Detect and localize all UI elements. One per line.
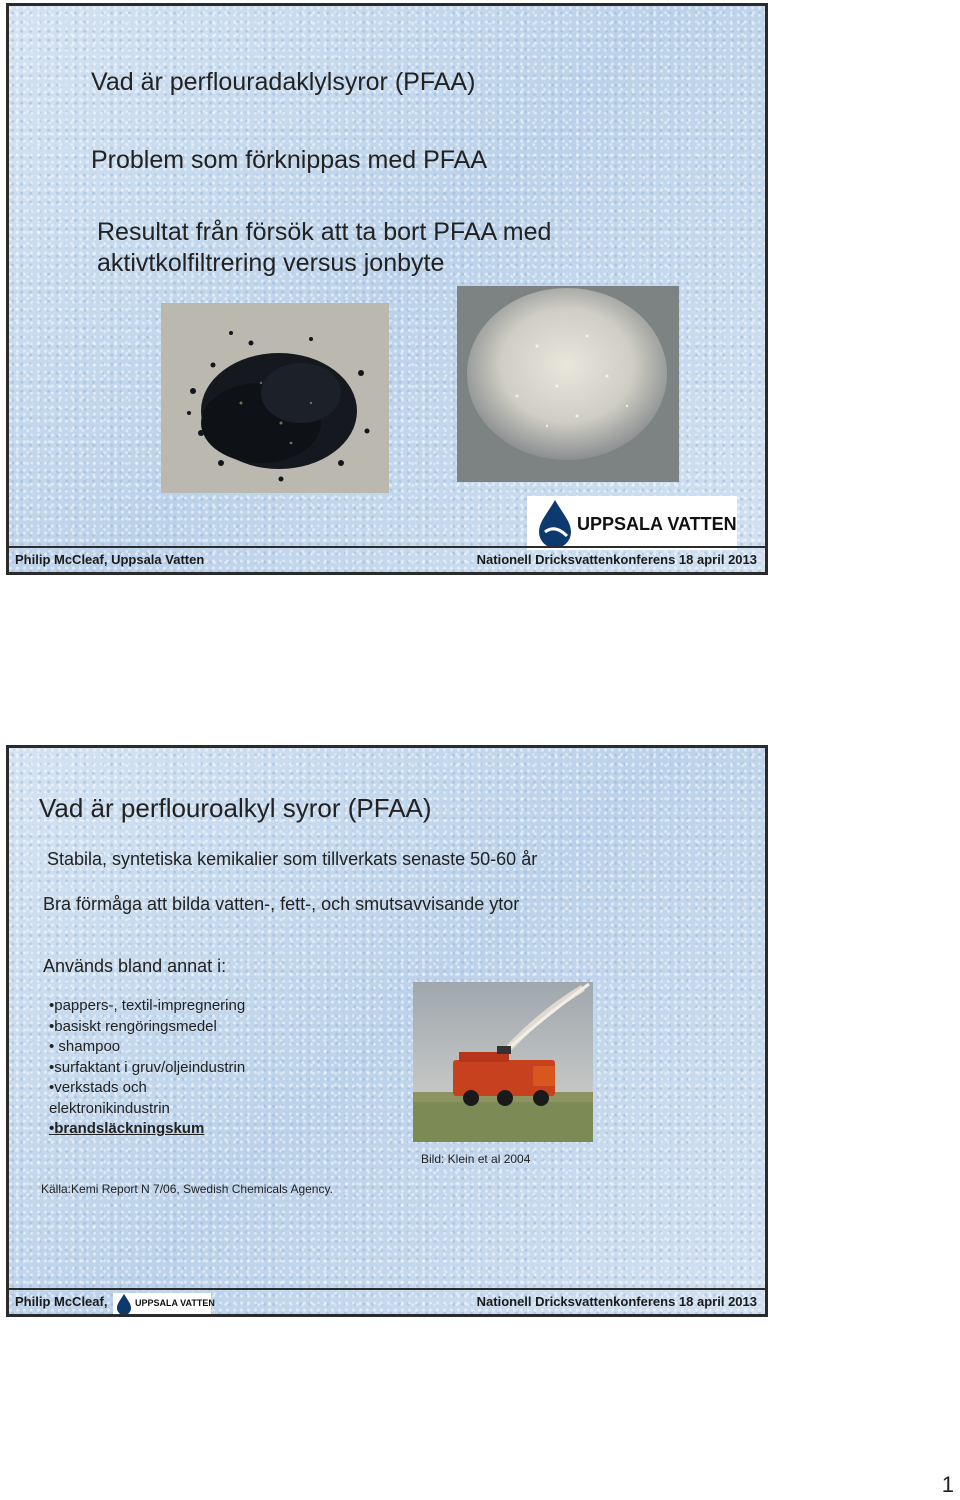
- footer-conference: Nationell Dricksvattenkonferens 18 april 2013: [476, 552, 757, 567]
- footer-author: Philip McCleaf,: [15, 1294, 108, 1309]
- source-citation: Källa:Kemi Report N 7/06, Swedish Chemicals Agency.: [41, 1182, 333, 1196]
- list-item: •basiskt rengöringsmedel: [49, 1017, 217, 1035]
- activated-carbon-photo: [161, 303, 389, 493]
- slide-2-title: Vad är perflouroalkyl syror (PFAA): [39, 793, 432, 823]
- list-item: •surfaktant i gruv/oljeindustrin: [49, 1058, 246, 1076]
- slide-1-title-line-3b: aktivtkolfiltrering versus jonbyte: [97, 249, 445, 277]
- uppsala-vatten-logo: [527, 496, 737, 550]
- slide-1-title-line-2: Problem som förknippas med PFAA: [91, 146, 487, 174]
- water-drop-icon: [115, 1293, 133, 1315]
- footer-conference: Nationell Dricksvattenkonferens 18 april 2013: [476, 1294, 757, 1309]
- uses-list: [49, 996, 245, 1140]
- footer-author: Philip McCleaf, Uppsala Vatten: [15, 552, 205, 567]
- list-item: •verkstads och: [49, 1079, 147, 1096]
- slide-2-line-1: Stabila, syntetiska kemikalier som tillverkats senaste 50-60 år: [47, 849, 538, 869]
- list-item: •pappers-, textil-impregnering: [49, 997, 246, 1014]
- slide-1-title-line-1: Vad är perflouradaklylsyror (PFAA): [91, 68, 476, 96]
- uppsala-vatten-logo-small: [113, 1293, 215, 1315]
- ion-exchange-resin-photo: [457, 286, 679, 482]
- slide-1-title-line-3a: Resultat från försök att ta bort PFAA med: [97, 218, 552, 246]
- fire-truck-photo: [413, 982, 593, 1142]
- slide-2-line-2: Bra förmåga att bilda vatten-, fett-, och smutsavvisande ytor: [43, 894, 520, 914]
- list-item: • shampoo: [49, 1038, 121, 1055]
- list-item: elektronikindustrin: [49, 1099, 170, 1117]
- list-item-firefighting-foam: •brandsläckningskum: [49, 1120, 205, 1137]
- slide-2-line-3: Används bland annat i:: [43, 956, 227, 976]
- photo-credit: Bild: Klein et al 2004: [421, 1152, 531, 1166]
- slide-2: [6, 745, 768, 1317]
- logo-text: UPPSALA VATTEN: [577, 514, 737, 534]
- logo-text: UPPSALA VATTEN: [135, 1298, 215, 1308]
- slide-1-footer: [9, 546, 765, 572]
- slide-1: [6, 3, 768, 575]
- page-number: 1: [941, 1472, 954, 1497]
- water-drop-icon: [535, 498, 575, 548]
